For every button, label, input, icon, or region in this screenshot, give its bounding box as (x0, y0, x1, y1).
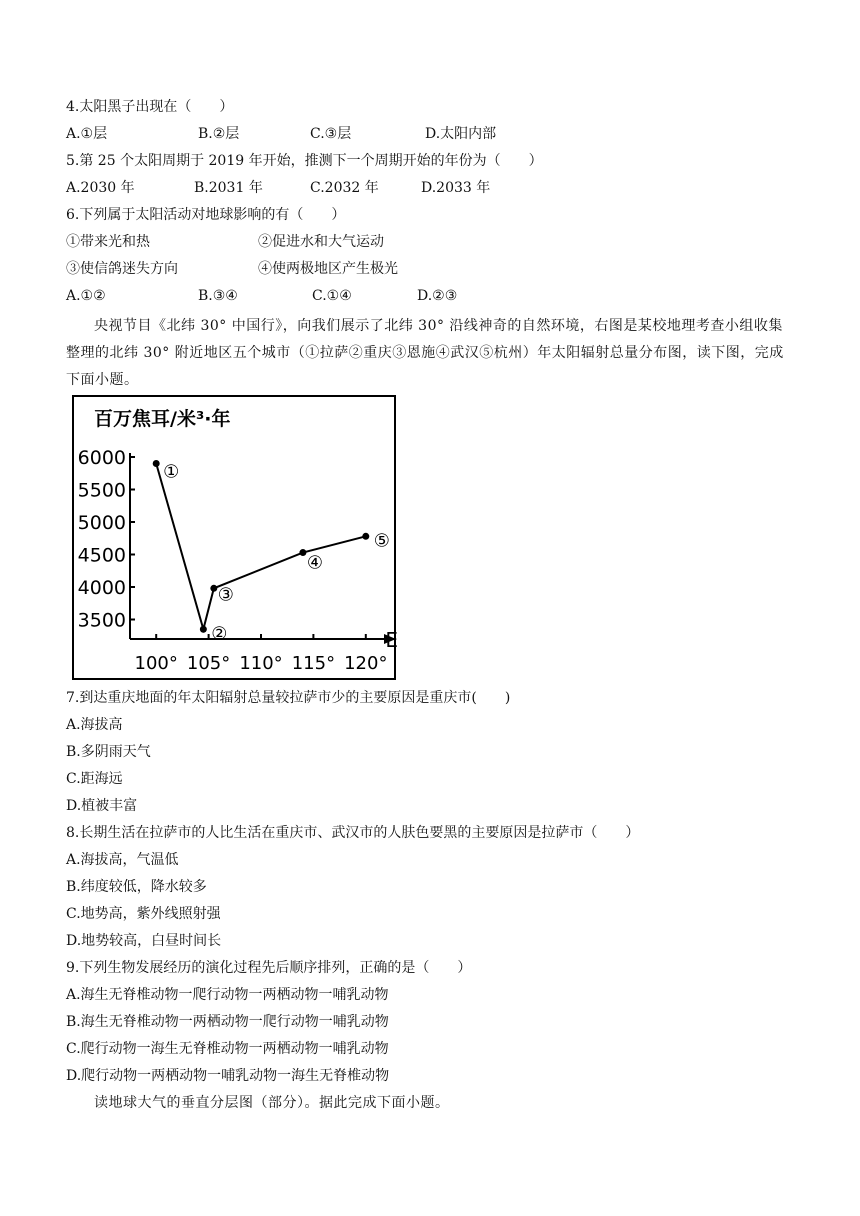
x-axis-label: E (385, 628, 398, 652)
question-8-stem: 8.长期生活在拉萨市的人比生活在重庆市、武汉市的人肤色要黑的主要原因是拉萨市（ ） (66, 825, 640, 841)
option-b: B.海生无脊椎动物一两栖动物一爬行动物一哺乳动物 (66, 1014, 389, 1030)
option-b: B.多阴雨天气 (66, 744, 151, 760)
chart-svg (72, 395, 396, 680)
x-tick-label: 100° (134, 653, 178, 674)
data-point (210, 585, 217, 592)
option-b: B.纬度较低，降水较多 (66, 879, 207, 895)
point-label: ⑤ (373, 530, 390, 552)
point-label: ② (211, 623, 228, 645)
option-c: C.爬行动物一海生无脊椎动物一两栖动物一哺乳动物 (66, 1041, 389, 1057)
statement-4: ④使两极地区产生极光 (258, 261, 398, 277)
option-d: D.太阳内部 (425, 126, 497, 142)
option-a: A.海生无脊椎动物一爬行动物一两栖动物一哺乳动物 (66, 987, 389, 1003)
option-d: D.2033 年 (421, 180, 491, 196)
passage-text: 央视节目《北纬 30° 中国行》，向我们展示了北纬 30° 沿线神奇的自然环境，右图是某校地理考查小组收集整理的北纬 30° 附近地区五个城市（①拉萨②重庆③恩施④武汉⑤杭州）年太阳辐射总量分布图，读下图，完成下面小题。 (66, 318, 784, 388)
passage-atmosphere (66, 1090, 790, 1117)
question-4-stem: 4.太阳黑子出现在（ ） (66, 99, 234, 115)
option-b: B.②层 (198, 126, 240, 142)
data-point (299, 549, 306, 556)
x-tick-label: 110° (239, 653, 283, 674)
question-6-stem: 6.下列属于太阳活动对地球影响的有（ ） (66, 207, 346, 223)
y-tick-label: 6000 (77, 447, 126, 469)
option-d: D.地势较高，白昼时间长 (66, 933, 222, 949)
solar-radiation-line-chart (72, 395, 396, 680)
option-a: A.海拔高 (66, 717, 123, 733)
y-tick-label: 4000 (77, 577, 126, 599)
option-c: C.距海远 (66, 771, 123, 787)
statement-1: ①带来光和热 (66, 234, 150, 250)
option-a: A.海拔高，气温低 (66, 852, 179, 868)
y-tick-label: 5000 (77, 512, 126, 534)
data-point (200, 626, 207, 633)
y-tick-label: 3500 (77, 609, 126, 632)
option-b: B.③④ (198, 288, 238, 304)
statement-3: ③使信鸽迷失方向 (66, 261, 178, 277)
data-point (362, 533, 369, 540)
option-a: A.①层 (66, 126, 108, 142)
question-7-stem: 7.到达重庆地面的年太阳辐射总量较拉萨市少的主要原因是重庆市( ) (66, 690, 511, 706)
point-label: ① (163, 461, 180, 483)
passage-text: 读地球大气的垂直分层图（部分）。据此完成下面小题。 (94, 1095, 450, 1111)
x-tick-label: 115° (291, 653, 336, 674)
x-tick-label: 105° (186, 653, 231, 674)
y-tick-label: 4500 (77, 544, 126, 567)
option-c: C.①④ (312, 288, 352, 304)
chart-frame (73, 396, 395, 679)
option-c: C.地势高，紫外线照射强 (66, 906, 221, 922)
point-label: ③ (217, 584, 234, 606)
question-5-stem: 5.第 25 个太阳周期于 2019 年开始，推测下一个周期开始的年份为（ ） (66, 153, 543, 169)
option-c: C.2032 年 (310, 180, 379, 196)
data-point (153, 460, 160, 467)
option-a: A.2030 年 (66, 180, 135, 196)
point-label: ④ (306, 552, 323, 574)
x-tick-label: 120° (344, 653, 388, 674)
question-9-stem: 9.下列生物发展经历的演化过程先后顺序排列，正确的是（ ） (66, 960, 472, 976)
y-tick-label: 5500 (77, 479, 126, 502)
chart-title: 百万焦耳/米³·年 (94, 408, 231, 430)
option-b: B.2031 年 (194, 180, 263, 196)
option-c: C.③层 (310, 126, 352, 142)
option-d: D.②③ (417, 288, 458, 304)
option-a: A.①② (66, 288, 106, 304)
option-d: D.植被丰富 (66, 798, 138, 814)
option-d: D.爬行动物一两栖动物一哺乳动物一海生无脊椎动物 (66, 1068, 390, 1084)
passage-solar-radiation (66, 313, 790, 394)
statement-2: ②促进水和大气运动 (258, 234, 384, 250)
